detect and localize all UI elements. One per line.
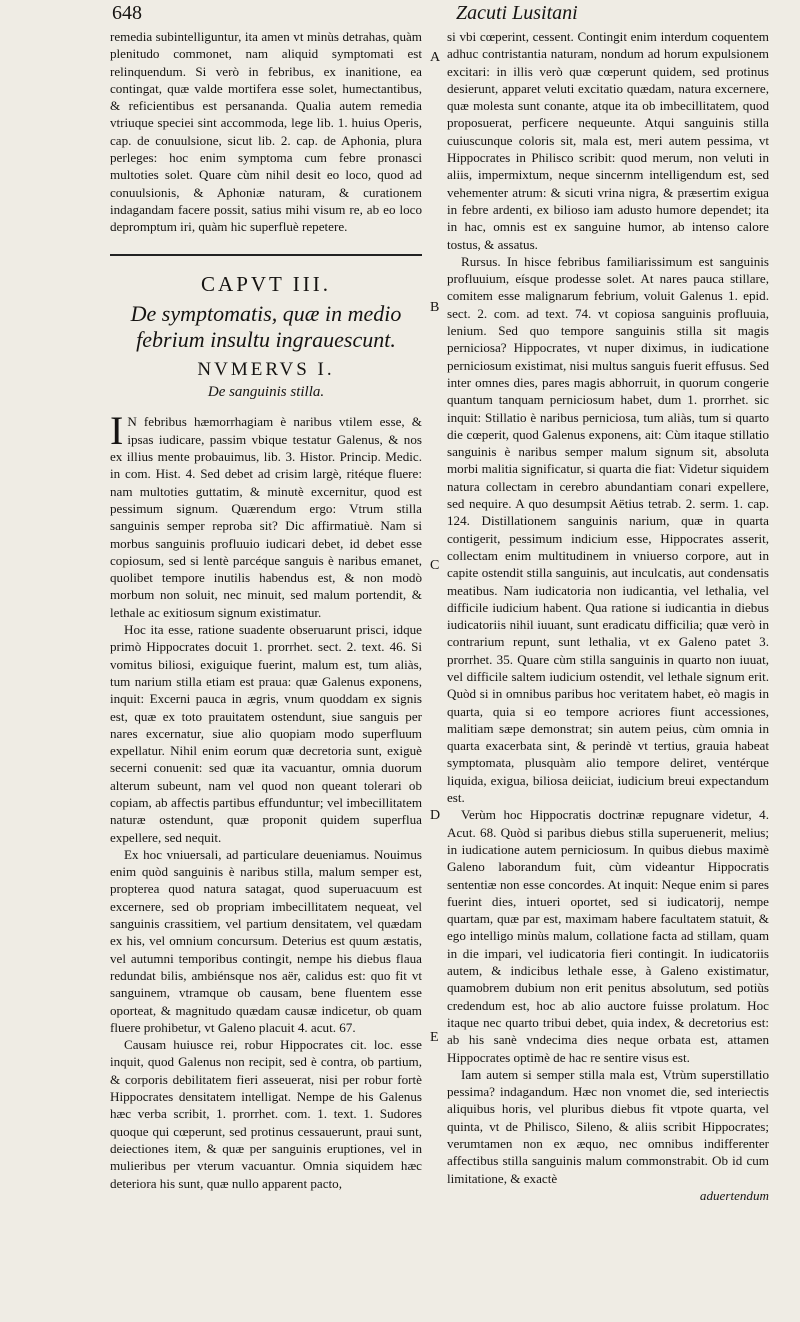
margin-marker-e: E [430, 1030, 439, 1045]
left-column [110, 28, 422, 1192]
chapter-subtitle: De symptomatis, quæ in medio febrium insultu ingrauescunt. [130, 300, 402, 352]
margin-marker-c: C [430, 558, 440, 573]
paragraph: Causam huiusce rei, robur Hippocrates cit. loc. esse inquit, quod Galenus non recipit, sed è contra, ob partium, & corporis debilitatem fieri asseuerat, nisi per robur fortè Hippocrates densitatem intelligat. Nempe de his Galenus hæc verba scribit, 1. prorrhet. com. 1. text. 1. Sudores quoque qui cœperunt, sed protinus cessauerunt, praui sunt, deiectiones item, & quæ per sanguinis eruptiones, vel in mulieribus per vterum vacuantur. Omnia siquidem hæc deteriora his sunt, quæ nullo apparent pacto, [110, 1037, 422, 1191]
running-header [0, 0, 800, 26]
paragraph-with-dropcap [110, 408, 422, 621]
paragraph: Rursus. In hisce febribus familiarissimum est sanguinis profluuium, eísque prodesse solet. At nares pauca stillare, comitem esse malignarum febrium, voluit Galenus 1. epid. sect. 2. com. ad text. 74. vt copiosa sanguinis profluuia, lenium. Sed quo tempore sanguinis stilla sit magis perniciosa? Hippocrates, vt nuper diximus, in iudicatione perniciosum existimat, nisi multus sanguis fuerit effusus. Sed inter omnes dies, pares magis abhorruit, in quorum congerie quantum tanquam perniciosum habet, dum 1. prorrhet. sic inquit: Stillatio è naribus perniciosa, tum aliàs, tum si quarto die cœperit, quod Galenus exponens, ait: Cùm itaque stillatio sanguinis è naribus semper malum signum sit, absoluta morbi malitia significatur, si quarta die fiat: Videtur siquidem natura collectam in cerebro abundantiam conari expellere, sed nequire. A quo desumpsit Aëtius tetrab. 2. serm. 1. cap. 124. Distillationem sanguinis narium, quæ in quarta contigerit, pessimum indicium esse, Hippocrates asserit, collectam enim multitudinem in vniuerso corpore, aut in capite ostendit stilla sanguinis, aut inculcatis, aut condensatis meatibus. Nam iudicatoria non iudicantia, vel lethalia, vel difficile iudicium habent. Qua ratione si iudicantia in diebus iudicatoriis nihil iuuant, sunt eradicatu difficilia; quæ verò in contrarium repunt, sunt lethalia, vt ex Galeno patet 3. prorrhet. 35. Quare cùm stilla sanguinis in quarto non iuuat, vel difficile saltem iudicium ostendit, vel lethale signum erit. Quòd si in omnibus paribus hoc veritatem habet, eò magis in quarta, quia si eo tempore acriores fiunt accessiones, malitiam sæpe demonstrat; sin autem peius, cùm omnia in quarta exacerbata sint, & perindè vt tertius, grauia habeat symptomata, plusquàm alio tempore deliret, ventérque liquida, exigua, biliosa deiiciat, iudicium breui expectandum est. [447, 253, 769, 806]
drop-cap: I [110, 408, 124, 454]
paragraph: Iam autem si semper stilla mala est, Vtrùm superstillatio pessima? indagandum. Hæc non vnomet die, sed interiectis aliquibus horis, vel pluribus diebus fit vtpote quarta, vel quinta, vt de Philisco, Sileno, & aliis scribit Hippocrates; verumtamen non ex æquo, nec omnibus indifferenter affectibus stilla sanguinis malum commonstrabit. Ob id cum limitatione, & exactè [447, 1066, 769, 1186]
section-title: De sanguinis stilla. [207, 384, 325, 401]
paragraph-text: N febribus hæmorrhagiam è naribus vtilem esse, & ipsas iudicare, passim vbique testatur Galenus, & nos ex illius mente probauimus, lib. 3. Histor. Princip. Medic. in com. Hist. 4. Sed debet ad crisim largè, ritéque fluere: nam multoties guttatim, & minutè excernitur, quod est pessimum signum. Quærendum ergo: Vtrum stilla sanguinis semper reproba sit? Dic affirmatiuè. Nam si morbus sanguinis profluuio iudicari debet, id debet esse copiosum, sed si lentè parcéque sanguis è naribus emanet, quolibet tempore inutilis habendus est, & non modò morbum non soluit, nec minuit, sed malum portendit, & lethale ac exitiosum signum existimatur. [110, 414, 422, 620]
section-rule [110, 254, 422, 256]
chapter-heading: CAPVT III. [201, 271, 331, 296]
paragraph: si vbi cœperint, cessent. Contingit enim interdum coquentem adhuc contristantia naturam, nondum ad horum expulsionem excitari: in illis verò quæ cœperunt quidem, sed protinus desierunt, apparet veluti excitatio quædam, natura excernere, quæ molesta sunt conante, atque ita ob imbecillitatem, quod proposuerat, perficere nequeunte. Atqui sanguinis stilla cuiuscunque coloris sit, mala est, meri autem pessima, vt Hippocrates in Philisco scribit: quod merum, non veluti in aliis, impermixtum, neque sincernm intelligendum est, sed vehementer atrum: & sicuti vrina nigra, & præsertim exigua in febre ardenti, ex bilioso iam adusto humore dependet; ita in hac, omnis est ex sanguine humor, ab intenso calore tostus, & assatus. [447, 29, 769, 252]
margin-marker-d: D [430, 808, 441, 823]
catchword: aduertendum [699, 1187, 769, 1203]
paragraph: remedia subintelliguntur, ita amen vt minùs detrahas, quàm plenitudo commonet, nam aliquid symptomati est relinquendum. Si verò in febribus, ex inanitione, ea contingat, quæ valde mortifera esse solet, humectantibus, & reficientibus est persananda. Qualia autem remedia vtriuque speciei sint accommoda, lege lib. 1. huius Operis, cap. de conuulsione, sicut lib. 2. cap. de Aphonia, plura perleges: hoc enim symptoma cum febre pronasci multoties solet. Quare cùm nihil desit eo loco, quod ad conuulsionis, & Aphoniæ naturam, & curationem indagandam facere possit, satius mihi visum re, ab eo loco depromptum iri, quàm hic superfluè repetere. [110, 29, 422, 235]
page-number: 648 [112, 2, 142, 24]
paragraph: Verùm hoc Hippocratis doctrinæ repugnare videtur, 4. Acut. 68. Quòd si paribus diebus stilla superuenerit, melius; in iudicatione autem perniciosum. In quibus diebus maximè Galeno laborandum fuit, cùm videantur Hippocratis sententiæ non esse concordes. At inquit: Neque enim si pares fuerint dies, intueri oportet, sed si iudicatorij, nempe quartam, quæ par est, maximam habere facultatem statuit, & ego intelligo minùs malum, collatione facta ad stillam, quam in die impari, vel iudicatoria fieri contingit. In iudicatoriis autem, & indicibus lethale esse, à Galeno existimatur, quamobrem dubium non erit penitus absolutum, sed potiùs credendum est, hoc ab alio auctore fuisse prolatum. Hoc itaque nec quarto tribui debet, quia index, & decretorius est: ab his sanè vndecima dies neque orbata est, attamen Hippocrates optimè de hac re sentire visus est. [447, 807, 769, 1065]
right-column [447, 28, 769, 1204]
margin-marker-b: B [430, 300, 440, 315]
number-heading: NVMERVS I. [197, 358, 335, 380]
margin-marker-a: A [430, 50, 441, 65]
running-head-title: Zacuti Lusitani [456, 2, 578, 24]
paragraph: Ex hoc vniuersali, ad particulare deueniamus. Nouimus enim quòd sanguinis è naribus stilla, malum semper est, propterea quod natura satagat, quod superuacuum est excernere, sed ob propriam imbecillitatem nequeat, vel sanguinis crassitiem, vel partium densitatem, vel quædam ex his, vel omnium concursum. Deterius est quum æstatis, vel autumni temporibus contingit, nempe his diebus flaua redundat bilis, ambiénsque nos aër, calidus est: quo fit vt sanguinem, vtramque ob causam, bene fluentem esse oporteat, & magnitudo quædam causæ indicetur, ob quam fluere prohibetur, vt Galeno placuit 4. acut. 67. [110, 846, 422, 1035]
paragraph: Hoc ita esse, ratione suadente obseruarunt prisci, idque primò Hippocrates docuit 1. prorrhet. sect. 2. text. 46. Si vomitus biliosi, exiguique fuerint, malum est, tum aliàs, tum narium stilla etiam est praua: quæ Galenus exponens, inquit: Excerni pauca in ægris, vnum quoddam ex signis est, quæ ex toto prauitatem ostendunt, siue sanguis per nares excernatur, siue alio quopiam modo superfluum expellatur. Nihil enim eorum quæ decretoria sunt, exiguè secerni conuenit: sed quæ ita vacuantur, omnia duorum alterum subeunt, nam vel quod non queant tolerari ob copiam, ab affectis partibus effunduntur; vel imbecillitatem naturæ ostendunt, quæ proponit quidem superflua expellere, sed nequit. [110, 622, 422, 845]
